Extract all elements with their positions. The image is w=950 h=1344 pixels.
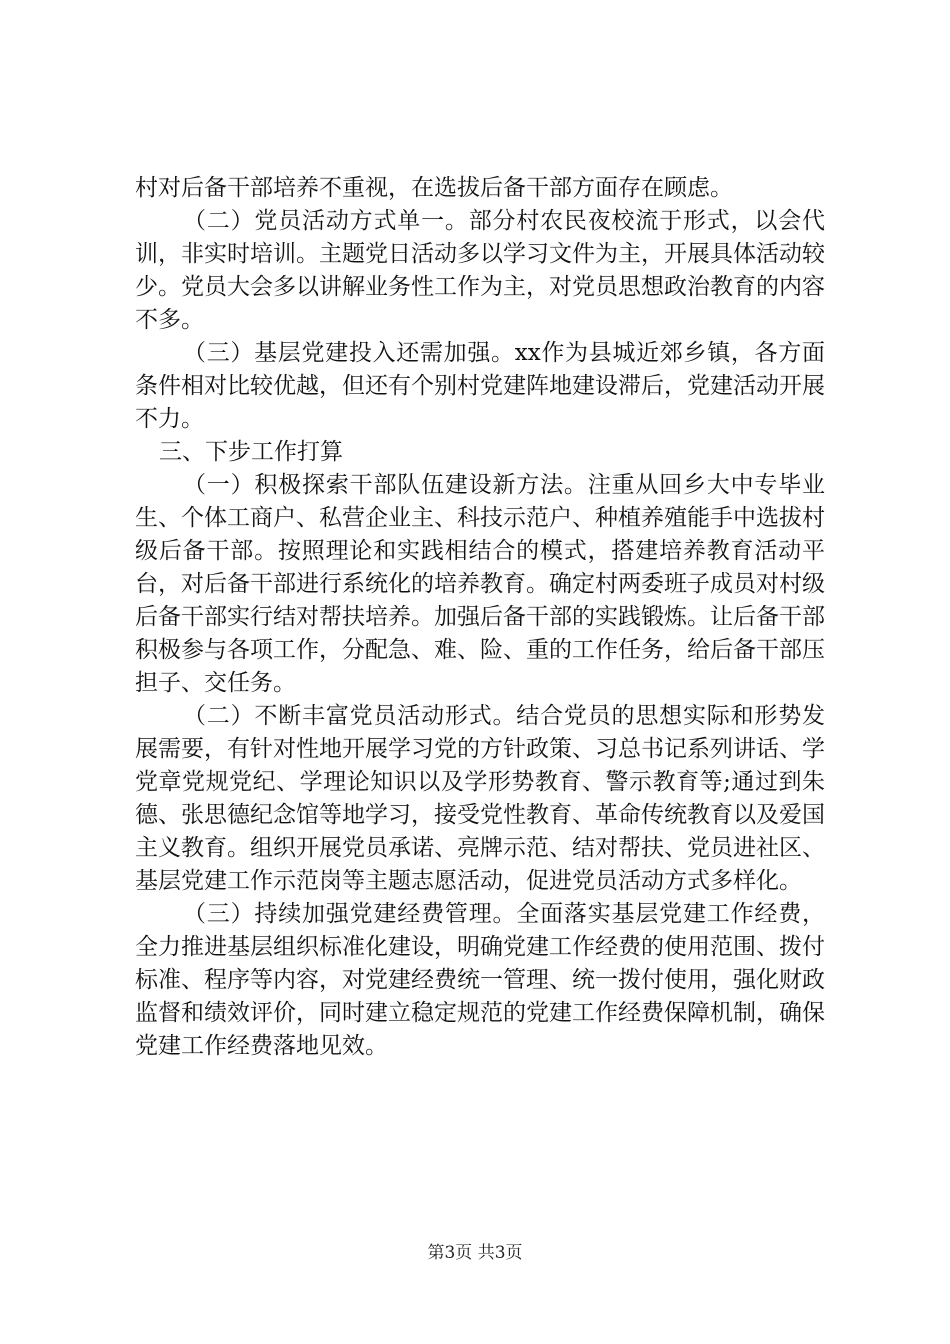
page-footer (0, 1243, 950, 1263)
document-body (135, 172, 825, 1063)
plan-paragraph-3: （三）持续加强党建经费管理。全面落实基层党建工作经费，全力推进基层组织标准化建设，明确党建工作经费的使用范围、拨付标准、程序等内容，对党建经费统一管理、统一拨付使用，强化财政监督和绩效评价，同时建立稳定规范的党建工作经费保障机制，确保党建工作经费落地见效。 (135, 901, 825, 1059)
plan-paragraph-2: （二）不断丰富党员活动形式。结合党员的思想实际和形势发展需要，有针对性地开展学习党的方针政策、习总书记系列讲话、学党章党规党纪、学理论知识以及学形势教育、警示教育等;通过到朱德、张思德纪念馆等地学习，接受党性教育、革命传统教育以及爱国主义教育。组织开展党员承诺、亮牌示范、结对帮扶、党员进社区、基层党建工作示范岗等主题志愿活动，促进党员活动方式多样化。 (135, 703, 825, 894)
section-heading-next-steps: 三、下步工作打算 (159, 439, 343, 465)
issue-paragraph-2: （二）党员活动方式单一。部分村农民夜校流于形式，以会代训，非实时培训。主题党日活动多以学习文件为主，开展具体活动较少。党员大会多以讲解业务性工作为主，对党员思想政治教育的内容不多。 (135, 208, 825, 333)
plan-paragraph-1: （一）积极探索干部队伍建设新方法。注重从回乡大中专毕业生、个体工商户、私营企业主、科技示范户、种植养殖能手中选拔村级后备干部。按照理论和实践相结合的模式，搭建培养教育活动平台，对后备干部进行系统化的培养教育。确定村两委班子成员对村级后备干部实行结对帮扶培养。加强后备干部的实践锻炼。让后备干部积极参与各项工作，分配急、难、险、重的工作任务，给后备干部压担子、交任务。 (135, 472, 825, 696)
issue-paragraph-3: （三）基层党建投入还需加强。xx作为县城近郊乡镇，各方面条件相对比较优越，但还有个别村党建阵地建设滞后，党建活动开展不力。 (135, 340, 825, 432)
page-number-label: 第3页 共3页 (427, 1243, 523, 1263)
continuation-paragraph: 村对后备干部培养不重视，在选拔后备干部方面存在顾虑。 (135, 175, 733, 201)
